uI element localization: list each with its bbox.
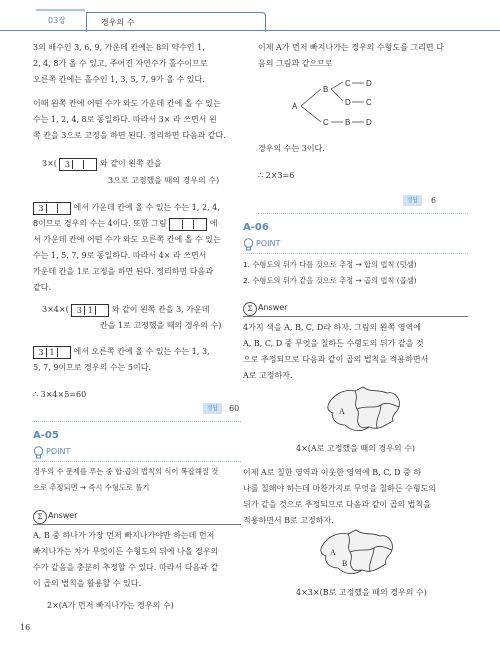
title-tab [86, 12, 266, 32]
section-title: A-06 [243, 222, 269, 233]
text-line: 서 가운데 칸에 어떤 수가 와도 오른쪽 칸에 올 수 있는 [33, 235, 221, 244]
eq-prefix: 3×4×( [42, 305, 69, 314]
left-p3 [33, 200, 241, 296]
text-line: 가운데 칸을 1로 고정을 하면 된다. 정리하면 다음과 [33, 267, 213, 276]
region-map-2 [318, 528, 398, 578]
text-line: 경우의 수 문제를 푸는 중 합·곱의 법칙의 식이 복잡해질 것 [33, 467, 219, 476]
region-label: A [339, 407, 345, 416]
text-line: 이제 A로 칠한 영역과 이웃한 영역에 B, C, D 중 하 [243, 468, 422, 477]
text-line: 3의 배수인 3, 6, 9, 가운데 칸에는 8의 약수인 1, [33, 43, 205, 52]
lightbulb-icon [243, 238, 254, 252]
tree-root: A [292, 102, 298, 111]
page-number: 16 [20, 623, 31, 632]
point-rule [243, 253, 468, 255]
answer-value: 6 [431, 196, 437, 205]
sigma-icon: Σ [33, 510, 47, 524]
region-map-1 [325, 385, 405, 435]
point-header [243, 238, 468, 252]
sigma-icon: Σ [243, 302, 257, 316]
text-line: 으로 추정되면 → 즉시 수형도로 풀기 [33, 483, 150, 492]
text-line: 적용하면서 B로 고정하자. [243, 516, 334, 525]
box-cell: 3 [64, 159, 71, 169]
text-line: 이 곱의 법칙을 활용할 수 있다. [33, 579, 141, 588]
point-item: 2. 수형도의 뒤가 같을 것으로 추정 → 곱의 법칙 (곱셈) [243, 276, 417, 285]
right-p1 [258, 40, 468, 72]
number-box [169, 218, 207, 231]
text-line: 빠지나가는 차가 무엇이든 수형도의 뒤에 나올 경우의 [33, 547, 219, 556]
region-label: B [342, 559, 348, 568]
tree-node: D [366, 118, 372, 127]
text-line: 같다. [33, 283, 51, 292]
answer-text [33, 528, 241, 592]
point-rule [33, 461, 241, 463]
box-cell: 1 [87, 305, 93, 315]
text-line: 5, 7, 9이므로 경우의 수는 5이다. [33, 363, 151, 372]
point-text [33, 464, 241, 496]
section-divider [33, 421, 241, 423]
lightbulb-icon [33, 446, 44, 460]
number-box [33, 202, 71, 215]
text-line: 2, 4, 8가 올 수 있고, 주어진 자연수가 홀수이므로 [33, 59, 208, 68]
text-line: 오른쪽 칸에는 홀수인 1, 3, 5, 7, 9가 올 수 있다. [33, 75, 205, 84]
answer-text [243, 320, 468, 384]
left-p1 [33, 40, 241, 88]
text-span: 8이므로 경우의 수는 4이다. 또한 그림 [33, 219, 167, 228]
tree-node: C [345, 80, 351, 88]
eq-suffix: 와 같이 왼쪽 칸을 [100, 159, 162, 168]
page-title: 경우의 수 [101, 18, 135, 27]
tree-node: C [323, 118, 329, 127]
equation-4: 2×(A가 먼저 빠지나가는 경우의 수) [47, 601, 174, 610]
answer-badge: 정답 [203, 403, 222, 414]
equation-3: ∴ 3×4×5=60 [33, 390, 87, 399]
text-span: 에 [209, 219, 218, 228]
text-line: A로 고정하자. [243, 371, 293, 380]
text-span: 에서 가운데 칸에 올 수 있는 수는 1, 2, 4, [73, 203, 220, 212]
caption-2: 4×3×(B로 고정했을 때의 경우의 수) [296, 588, 427, 597]
number-box [33, 346, 71, 359]
text-line: 쪽 칸을 3으로 고정을 하면 된다. 정리하면 다음과 같다. [33, 131, 226, 140]
answer-label: Answer [258, 303, 288, 312]
answer-value: 60 [229, 404, 240, 413]
region-label: A [330, 548, 336, 557]
text-line: 뒤가 같을 것으로 추정되므로 다음과 같이 곱의 법칙을 [243, 500, 431, 509]
chapter-tab-shape [0, 0, 85, 31]
box-cell: 3 [38, 347, 44, 357]
answer-rule [33, 524, 241, 525]
box-cell: 3 [76, 305, 82, 315]
text-line: 수는 1, 2, 4, 8로 동일하다. 따라서 3× 라 쓰면서 왼 [33, 115, 217, 124]
text-line: 음의 그림과 같으므로 [258, 59, 333, 68]
text-line: 으로 추정되므로 다음과 같이 곱의 법칙을 적용하면서 [243, 355, 429, 364]
answer-badge: 정답 [403, 195, 422, 206]
header-rule [0, 30, 500, 31]
box-cell: 1 [49, 347, 55, 357]
left-p4 [33, 344, 241, 376]
point-label: POINT [256, 239, 281, 248]
eq-suffix: 와 같이 왼쪽 칸을 3, 가운데 [111, 305, 210, 314]
tree-node: B [345, 118, 351, 127]
right-p3 [243, 465, 468, 529]
eq-prefix: 3×( [42, 159, 57, 168]
answer-header [243, 302, 468, 316]
section-title: A-05 [33, 430, 59, 441]
box-cell: 3 [38, 203, 44, 213]
point-label: POINT [46, 447, 71, 456]
right-eq1: ∴ 2×3=6 [258, 171, 295, 180]
text-line: 수가 같음을 충분히 추정할 수 있다. 따라서 다음과 같 [33, 563, 219, 572]
number-box [71, 304, 109, 317]
tree-diagram [290, 80, 390, 130]
text-line: A, B, C, D 중 무엇을 칠하든 수형도의 뒤가 같을 것 [243, 339, 424, 348]
eq1-line2: 3으로 고정했을 때의 경우의 수) [108, 176, 220, 185]
number-box [59, 158, 97, 171]
text-line: 수는 1, 5, 7, 9로 동일하다. 따라서 4× 라 쓰면서 [33, 251, 207, 260]
point-list [243, 257, 468, 289]
point-header [33, 446, 241, 460]
answer-rule [243, 316, 468, 317]
point-item: 1. 수형도의 뒤가 다를 것으로 추정 → 합의 법칙 (덧셈) [243, 260, 417, 269]
tree-node: D [366, 80, 372, 88]
caption-1: 4×(A로 고정했을 때의 경우의 수) [296, 444, 415, 453]
text-line: A, B 중 하나가 가장 먼저 빠지나가야만 하는데 먼저 [33, 531, 215, 540]
eq2-line2: 칸을 1로 고정했을 때의 경우의 수) [100, 321, 222, 330]
text-line: 이제 A가 먼저 빠지나가는 경우의 수형도를 그리면 다 [258, 43, 444, 52]
equation-2 [42, 302, 209, 318]
chapter-tab [0, 0, 85, 30]
answer-header [33, 510, 241, 524]
text-line: 4가지 색을 A, B, C, D라 하자. 그림의 왼쪽 영역에 [243, 323, 421, 332]
text-line: 이때 왼쪽 칸에 어떤 수가 와도 가운데 칸에 올 수 있는 [33, 99, 221, 108]
left-p2 [33, 96, 241, 144]
chapter-label: 03장 [48, 16, 66, 25]
text-span: 에서 오른쪽 칸에 올 수 있는 수는 1, 3, [73, 347, 210, 356]
text-line: 나를 칠해야 하는데 마찬가지로 무엇을 칠하든 수형도의 [243, 484, 436, 493]
section-divider [258, 213, 468, 215]
tree-node: D [345, 98, 351, 107]
tree-node: B [323, 85, 329, 94]
answer-label: Answer [48, 511, 78, 520]
equation-1 [42, 156, 242, 172]
right-p2: 경우의 수는 3이다. [258, 144, 325, 153]
tree-node: C [366, 98, 372, 107]
